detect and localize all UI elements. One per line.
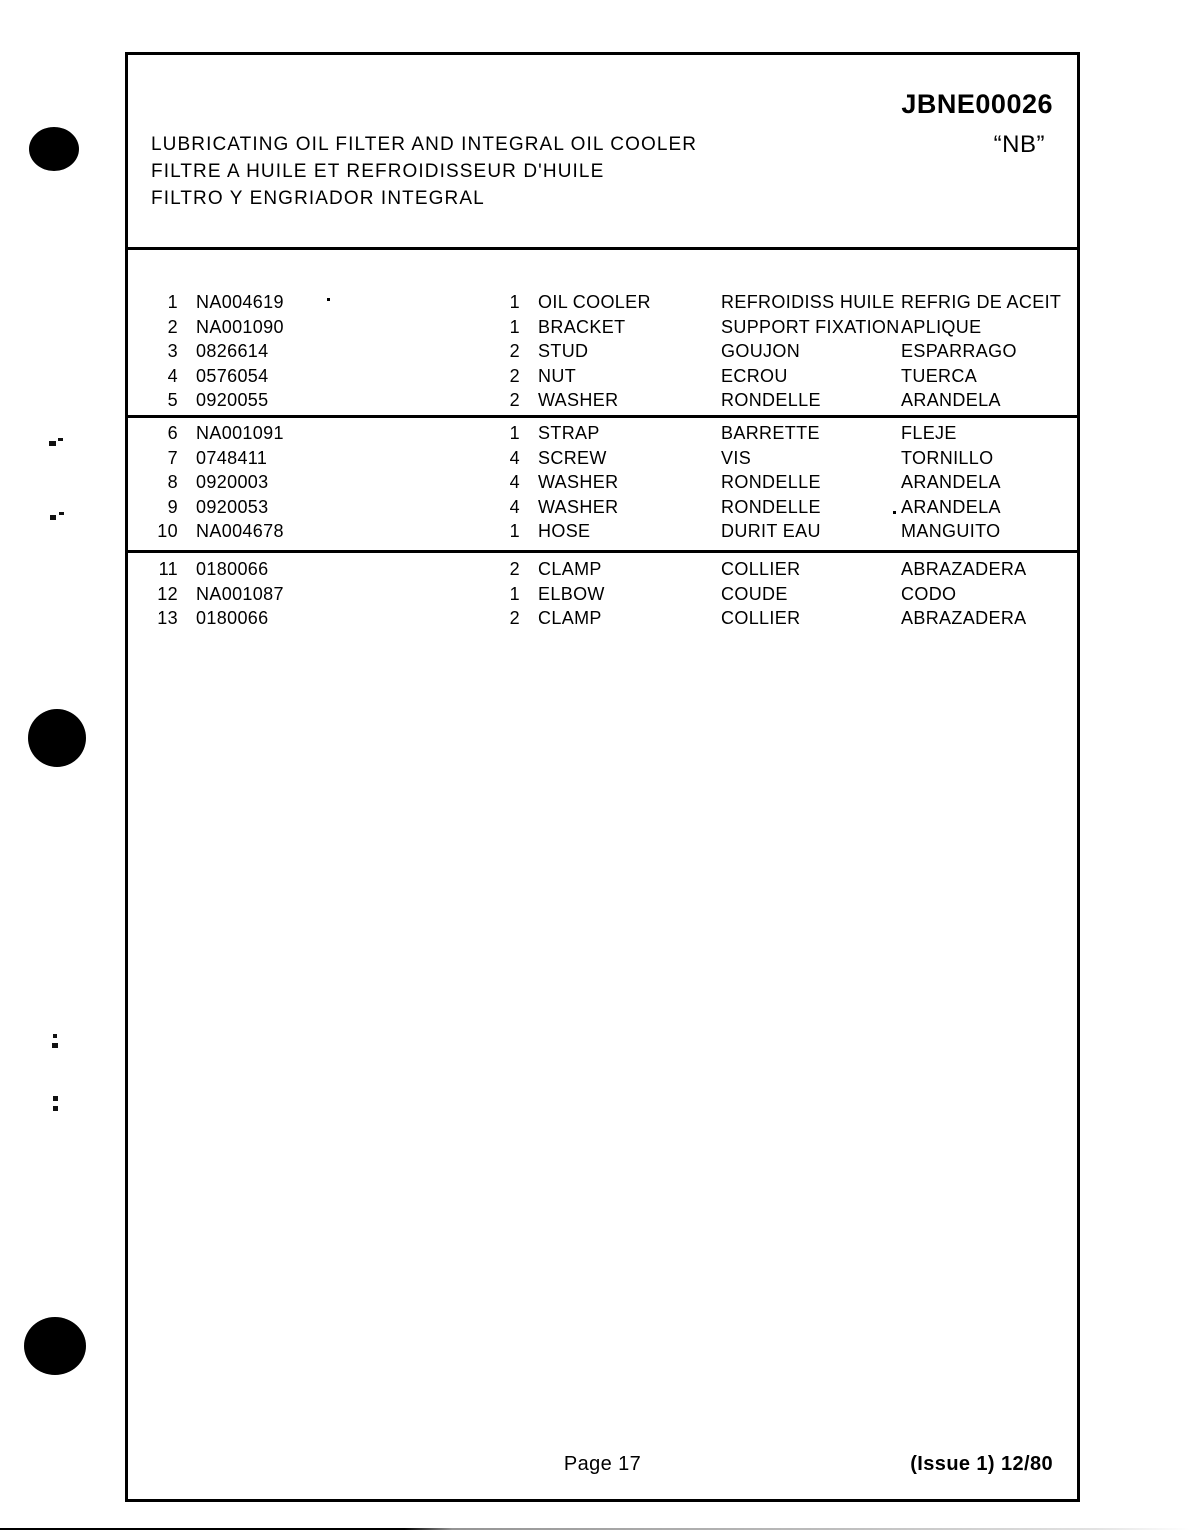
part-number: 0826614 <box>196 341 269 362</box>
quantity: 2 <box>509 558 520 579</box>
part-name-french: SUPPORT FIXATION <box>721 316 900 337</box>
document-code: JBNE00026 <box>901 89 1053 119</box>
part-name-english: STUD <box>538 341 589 362</box>
part-number: NA001090 <box>196 316 284 337</box>
part-number: NA001091 <box>196 422 284 443</box>
part-number: 0576054 <box>196 365 269 386</box>
part-number: NA004619 <box>196 292 284 312</box>
quantity: 1 <box>509 292 520 312</box>
part-name-spanish: FLEJE <box>901 422 957 443</box>
part-name-french: BARRETTE <box>721 422 820 443</box>
part-name-french: COLLIER <box>721 558 801 579</box>
quantity: 4 <box>509 496 520 517</box>
scan-speck <box>53 1106 58 1111</box>
part-name-english: STRAP <box>538 422 600 443</box>
part-name-english: WASHER <box>538 472 619 493</box>
part-number: 0748411 <box>196 447 268 468</box>
item-number: 2 <box>167 316 178 337</box>
part-name-french: RONDELLE <box>721 496 821 517</box>
part-name-english: BRACKET <box>538 316 626 337</box>
part-name-english: SCREW <box>538 447 607 468</box>
parts-group <box>128 550 1077 643</box>
part-name-french: VIS <box>721 447 752 468</box>
part-name-french: RONDELLE <box>721 472 821 493</box>
part-number: 0920003 <box>196 472 269 493</box>
scan-speck <box>53 1034 57 1038</box>
scan-speck <box>59 512 64 515</box>
item-number: 7 <box>167 447 178 468</box>
item-number: 9 <box>167 496 178 517</box>
scan-speck <box>53 1096 58 1101</box>
table-row <box>128 559 1077 584</box>
part-name-spanish: ARANDELA <box>901 390 1001 411</box>
part-name-english: CLAMP <box>538 608 602 629</box>
part-name-english: WASHER <box>538 496 619 517</box>
part-number: NA001087 <box>196 583 284 604</box>
page-title-spanish: FILTRO Y ENGRIADOR INTEGRAL <box>151 188 485 209</box>
hole-punch-mark-bottom <box>24 1317 86 1375</box>
part-number: NA004678 <box>196 521 284 542</box>
part-name-english: NUT <box>538 365 577 386</box>
hole-punch-mark-top <box>29 127 79 171</box>
quantity: 4 <box>509 447 520 468</box>
table-row <box>128 448 1077 473</box>
item-number: 11 <box>158 558 178 579</box>
parts-group <box>128 415 1077 550</box>
item-number: 5 <box>167 390 178 411</box>
item-number: 3 <box>167 341 178 362</box>
part-name-french: COLLIER <box>721 608 801 629</box>
part-number: 0180066 <box>196 558 269 579</box>
quantity: 2 <box>509 365 520 386</box>
table-row <box>128 472 1077 497</box>
quantity: 2 <box>509 608 520 629</box>
scan-speck <box>50 515 56 520</box>
table-row <box>128 521 1077 546</box>
table-row <box>128 497 1077 522</box>
part-name-spanish: MANGUITO <box>901 521 1001 542</box>
document-variant: “NB” <box>993 131 1045 158</box>
scan-speck <box>893 511 896 514</box>
quantity: 1 <box>509 521 520 542</box>
parts-table <box>128 250 1077 643</box>
scan-speck <box>52 1043 58 1048</box>
part-name-spanish: ESPARRAGO <box>901 341 1017 362</box>
part-number: 0180066 <box>196 608 269 629</box>
part-name-french: RONDELLE <box>721 390 821 411</box>
scan-speck <box>58 438 63 441</box>
item-number: 10 <box>157 521 178 542</box>
part-name-spanish: CODO <box>901 583 957 604</box>
quantity: 1 <box>509 316 520 337</box>
part-number: 0920055 <box>196 390 269 411</box>
table-row <box>128 584 1077 609</box>
quantity: 1 <box>509 422 520 443</box>
part-name-spanish: TORNILLO <box>901 447 994 468</box>
part-name-english: OIL COOLER <box>538 292 651 312</box>
page-title-french: FILTRE A HUILE ET REFROIDISSEUR D'HUILE <box>151 161 605 182</box>
part-name-spanish: APLIQUE <box>901 316 982 337</box>
issue-date: (Issue 1) 12/80 <box>910 1453 1053 1475</box>
table-row <box>128 390 1077 415</box>
part-number: 0920053 <box>196 496 269 517</box>
item-number: 4 <box>167 365 178 386</box>
part-name-french: REFROIDISS HUILE <box>721 292 895 312</box>
scan-speck <box>49 441 56 446</box>
part-name-spanish: ABRAZADERA <box>901 608 1027 629</box>
table-row <box>128 292 1077 317</box>
part-name-french: COUDE <box>721 583 788 604</box>
part-name-french: GOUJON <box>721 341 801 362</box>
scan-speck <box>327 298 330 301</box>
part-name-english: WASHER <box>538 390 619 411</box>
table-row <box>128 608 1077 633</box>
part-name-spanish: ABRAZADERA <box>901 558 1027 579</box>
item-number: 8 <box>167 472 178 493</box>
item-number: 13 <box>157 608 178 629</box>
page-header <box>128 55 1077 245</box>
quantity: 2 <box>509 341 520 362</box>
table-row <box>128 366 1077 391</box>
scan-edge-artifact <box>0 1528 1190 1530</box>
table-row <box>128 317 1077 342</box>
part-name-spanish: ARANDELA <box>901 472 1001 493</box>
page-footer <box>128 1453 1077 1483</box>
item-number: 12 <box>157 583 178 604</box>
hole-punch-mark-middle <box>28 709 86 767</box>
title-block <box>151 131 697 212</box>
part-name-spanish: ARANDELA <box>901 496 1001 517</box>
page-frame <box>125 52 1080 1502</box>
page-number: Page 17 <box>563 1453 642 1475</box>
part-name-english: HOSE <box>538 521 591 542</box>
item-number: 6 <box>167 422 178 443</box>
item-number: 1 <box>167 292 178 312</box>
part-name-french: ECROU <box>721 365 788 386</box>
part-name-spanish: REFRIG DE ACEIT <box>901 292 1062 312</box>
page-title-english: LUBRICATING OIL FILTER AND INTEGRAL OIL COOLER <box>151 134 698 155</box>
part-name-french: DURIT EAU <box>721 521 821 542</box>
quantity: 2 <box>509 390 520 411</box>
table-row <box>128 423 1077 448</box>
table-row <box>128 341 1077 366</box>
quantity: 4 <box>509 472 520 493</box>
part-name-spanish: TUERCA <box>901 365 978 386</box>
quantity: 1 <box>509 583 520 604</box>
parts-group <box>128 250 1077 415</box>
part-name-english: CLAMP <box>538 558 602 579</box>
part-name-english: ELBOW <box>538 583 605 604</box>
